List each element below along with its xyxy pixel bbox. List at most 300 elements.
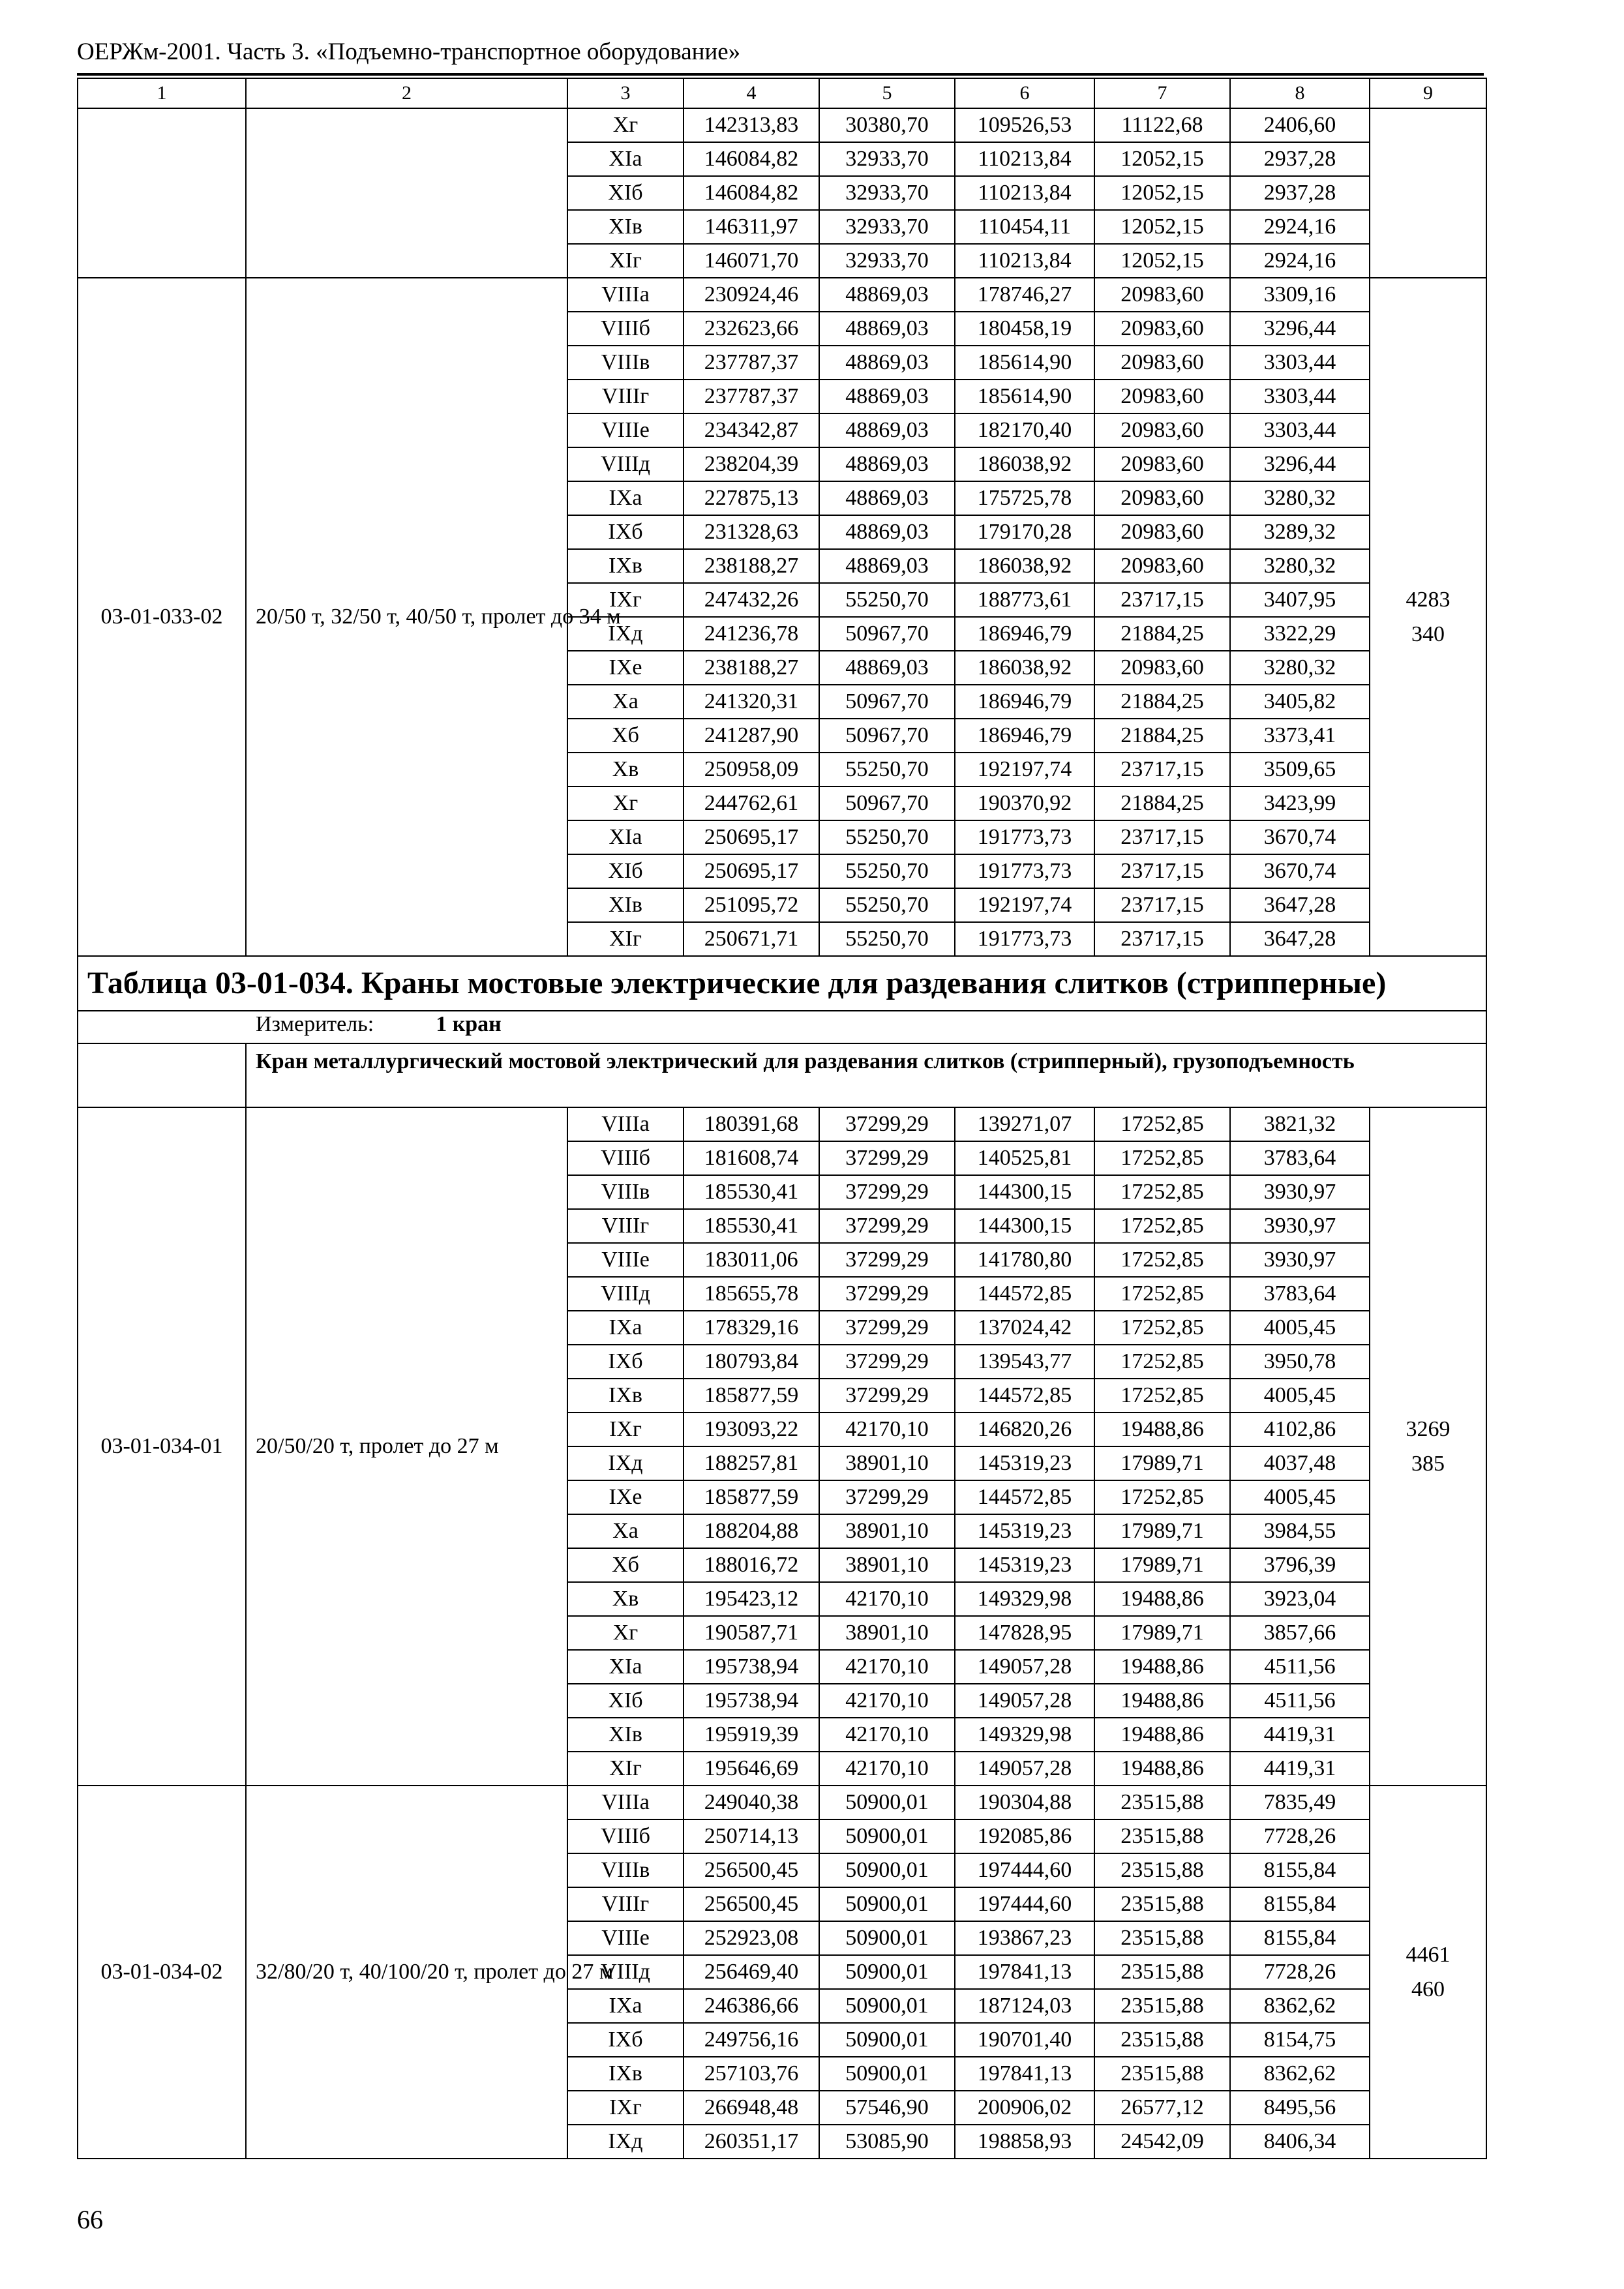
extra-values bbox=[1370, 108, 1486, 278]
zone-code: Xб bbox=[567, 719, 684, 753]
price-value: 146311,97 bbox=[684, 210, 819, 244]
price-value: 3930,97 bbox=[1230, 1243, 1370, 1277]
price-value: 55250,70 bbox=[819, 922, 955, 956]
price-value: 50900,01 bbox=[819, 1887, 955, 1921]
price-value: 42170,10 bbox=[819, 1650, 955, 1684]
price-value: 3303,44 bbox=[1230, 346, 1370, 380]
extra-value: 4283 bbox=[1406, 587, 1451, 612]
price-value: 50900,01 bbox=[819, 1853, 955, 1887]
price-value: 3303,44 bbox=[1230, 380, 1370, 413]
zone-code: XIг bbox=[567, 1752, 684, 1786]
zone-code: XIб bbox=[567, 176, 684, 210]
price-value: 251095,72 bbox=[684, 888, 819, 922]
price-value: 191773,73 bbox=[955, 922, 1094, 956]
price-value: 17989,71 bbox=[1094, 1446, 1230, 1480]
zone-code: IXг bbox=[567, 2091, 684, 2125]
price-value: 178329,16 bbox=[684, 1311, 819, 1345]
price-value: 3322,29 bbox=[1230, 617, 1370, 651]
price-value: 181608,74 bbox=[684, 1141, 819, 1175]
extra-value: 385 bbox=[1411, 1452, 1445, 1476]
price-value: 8155,84 bbox=[1230, 1887, 1370, 1921]
price-value: 149057,28 bbox=[955, 1684, 1094, 1718]
zone-code: VIIIa bbox=[567, 1107, 684, 1141]
price-value: 37299,29 bbox=[819, 1379, 955, 1413]
price-value: 50900,01 bbox=[819, 1786, 955, 1819]
price-value: 3303,44 bbox=[1230, 413, 1370, 447]
zone-code: VIIIг bbox=[567, 1887, 684, 1921]
price-value: 4005,45 bbox=[1230, 1480, 1370, 1514]
price-value: 17252,85 bbox=[1094, 1345, 1230, 1379]
price-value: 32933,70 bbox=[819, 244, 955, 278]
price-value: 186038,92 bbox=[955, 549, 1094, 583]
price-value: 17252,85 bbox=[1094, 1277, 1230, 1311]
price-value: 241236,78 bbox=[684, 617, 819, 651]
price-value: 191773,73 bbox=[955, 854, 1094, 888]
price-value: 37299,29 bbox=[819, 1107, 955, 1141]
price-value: 4419,31 bbox=[1230, 1752, 1370, 1786]
zone-code: XIa bbox=[567, 142, 684, 176]
price-value: 38901,10 bbox=[819, 1446, 955, 1480]
price-value: 17252,85 bbox=[1094, 1107, 1230, 1141]
zone-code: VIIIб bbox=[567, 1819, 684, 1853]
price-value: 20983,60 bbox=[1094, 481, 1230, 515]
price-value: 197444,60 bbox=[955, 1887, 1094, 1921]
price-value: 19488,86 bbox=[1094, 1684, 1230, 1718]
price-value: 4102,86 bbox=[1230, 1413, 1370, 1446]
zone-code: Xв bbox=[567, 753, 684, 786]
price-value: 48869,03 bbox=[819, 447, 955, 481]
price-value: 185614,90 bbox=[955, 346, 1094, 380]
zone-code: XIв bbox=[567, 888, 684, 922]
price-value: 4005,45 bbox=[1230, 1311, 1370, 1345]
price-value: 20983,60 bbox=[1094, 278, 1230, 312]
column-number-row bbox=[78, 78, 1486, 108]
zone-code: VIIIб bbox=[567, 1141, 684, 1175]
price-value: 23515,88 bbox=[1094, 2023, 1230, 2057]
price-value: 192197,74 bbox=[955, 753, 1094, 786]
price-value: 20983,60 bbox=[1094, 380, 1230, 413]
price-value: 8406,34 bbox=[1230, 2125, 1370, 2159]
price-value: 12052,15 bbox=[1094, 176, 1230, 210]
price-value: 185877,59 bbox=[684, 1379, 819, 1413]
price-value: 21884,25 bbox=[1094, 786, 1230, 820]
price-value: 3373,41 bbox=[1230, 719, 1370, 753]
price-value: 249756,16 bbox=[684, 2023, 819, 2057]
price-value: 2924,16 bbox=[1230, 210, 1370, 244]
price-value: 110213,84 bbox=[955, 142, 1094, 176]
price-value: 17989,71 bbox=[1094, 1514, 1230, 1548]
price-value: 149329,98 bbox=[955, 1718, 1094, 1752]
zone-code: VIIIв bbox=[567, 1853, 684, 1887]
price-value: 110213,84 bbox=[955, 244, 1094, 278]
price-value: 55250,70 bbox=[819, 583, 955, 617]
price-value: 19488,86 bbox=[1094, 1582, 1230, 1616]
zone-code: XIa bbox=[567, 1650, 684, 1684]
price-value: 185655,78 bbox=[684, 1277, 819, 1311]
price-value: 53085,90 bbox=[819, 2125, 955, 2159]
price-value: 23717,15 bbox=[1094, 753, 1230, 786]
price-value: 241320,31 bbox=[684, 685, 819, 719]
price-value: 2937,28 bbox=[1230, 176, 1370, 210]
price-value: 17252,85 bbox=[1094, 1209, 1230, 1243]
price-value: 20983,60 bbox=[1094, 312, 1230, 346]
price-value: 3289,32 bbox=[1230, 515, 1370, 549]
price-value: 144572,85 bbox=[955, 1480, 1094, 1514]
zone-code: IXе bbox=[567, 651, 684, 685]
price-value: 246386,66 bbox=[684, 1989, 819, 2023]
price-value: 188204,88 bbox=[684, 1514, 819, 1548]
price-value: 48869,03 bbox=[819, 481, 955, 515]
price-value: 48869,03 bbox=[819, 278, 955, 312]
section-row bbox=[78, 1043, 1486, 1107]
price-value: 250671,71 bbox=[684, 922, 819, 956]
price-value: 237787,37 bbox=[684, 346, 819, 380]
price-value: 20983,60 bbox=[1094, 447, 1230, 481]
resource-description bbox=[246, 108, 567, 278]
price-value: 23717,15 bbox=[1094, 854, 1230, 888]
price-value: 241287,90 bbox=[684, 719, 819, 753]
extra-value: 460 bbox=[1411, 1977, 1445, 2001]
price-value: 190587,71 bbox=[684, 1616, 819, 1650]
zone-code: IXa bbox=[567, 1311, 684, 1345]
price-value: 180458,19 bbox=[955, 312, 1094, 346]
price-value: 3647,28 bbox=[1230, 888, 1370, 922]
price-value: 146820,26 bbox=[955, 1413, 1094, 1446]
price-value: 23515,88 bbox=[1094, 1989, 1230, 2023]
price-value: 3783,64 bbox=[1230, 1277, 1370, 1311]
resource-code: 03-01-034-01 bbox=[78, 1107, 246, 1786]
price-value: 3930,97 bbox=[1230, 1175, 1370, 1209]
header-rule bbox=[77, 73, 1484, 76]
price-value: 23515,88 bbox=[1094, 1955, 1230, 1989]
price-value: 37299,29 bbox=[819, 1480, 955, 1514]
price-value: 144572,85 bbox=[955, 1277, 1094, 1311]
price-value: 17252,85 bbox=[1094, 1311, 1230, 1345]
resource-description: 20/50/20 т, пролет до 27 м bbox=[246, 1107, 567, 1786]
extra-values bbox=[1370, 1107, 1486, 1786]
price-value: 37299,29 bbox=[819, 1209, 955, 1243]
price-value: 50900,01 bbox=[819, 1819, 955, 1853]
price-value: 195646,69 bbox=[684, 1752, 819, 1786]
zone-code: IXa bbox=[567, 1989, 684, 2023]
price-value: 185530,41 bbox=[684, 1175, 819, 1209]
zone-code: Хг bbox=[567, 1616, 684, 1650]
price-value: 190370,92 bbox=[955, 786, 1094, 820]
price-value: 195738,94 bbox=[684, 1650, 819, 1684]
price-value: 149329,98 bbox=[955, 1582, 1094, 1616]
price-value: 3950,78 bbox=[1230, 1345, 1370, 1379]
price-value: 20983,60 bbox=[1094, 413, 1230, 447]
price-value: 8362,62 bbox=[1230, 1989, 1370, 2023]
price-value: 256500,45 bbox=[684, 1887, 819, 1921]
zone-code: Xв bbox=[567, 1582, 684, 1616]
zone-code: IXб bbox=[567, 1345, 684, 1379]
zone-code: XIв bbox=[567, 1718, 684, 1752]
price-value: 244762,61 bbox=[684, 786, 819, 820]
price-value: 3423,99 bbox=[1230, 786, 1370, 820]
price-value: 48869,03 bbox=[819, 651, 955, 685]
price-value: 32933,70 bbox=[819, 210, 955, 244]
price-value: 19488,86 bbox=[1094, 1413, 1230, 1446]
price-value: 3407,95 bbox=[1230, 583, 1370, 617]
price-value: 3405,82 bbox=[1230, 685, 1370, 719]
price-value: 188016,72 bbox=[684, 1548, 819, 1582]
price-table bbox=[77, 78, 1487, 2159]
price-value: 37299,29 bbox=[819, 1311, 955, 1345]
price-value: 48869,03 bbox=[819, 413, 955, 447]
price-value: 186038,92 bbox=[955, 447, 1094, 481]
price-value: 37299,29 bbox=[819, 1277, 955, 1311]
price-value: 192085,86 bbox=[955, 1819, 1094, 1853]
table-row bbox=[78, 1786, 1486, 1819]
price-value: 195423,12 bbox=[684, 1582, 819, 1616]
price-value: 19488,86 bbox=[1094, 1650, 1230, 1684]
price-value: 3923,04 bbox=[1230, 1582, 1370, 1616]
price-value: 146084,82 bbox=[684, 142, 819, 176]
price-value: 55250,70 bbox=[819, 753, 955, 786]
column-number: 1 bbox=[78, 78, 246, 108]
price-value: 12052,15 bbox=[1094, 142, 1230, 176]
zone-code: VIIIa bbox=[567, 278, 684, 312]
price-value: 50900,01 bbox=[819, 2057, 955, 2091]
price-value: 178746,27 bbox=[955, 278, 1094, 312]
zone-code: XIa bbox=[567, 820, 684, 854]
price-value: 3296,44 bbox=[1230, 312, 1370, 346]
resource-description: 20/50 т, 32/50 т, 40/50 т, пролет до 34 м bbox=[246, 278, 567, 956]
resource-description: 32/80/20 т, 40/100/20 т, пролет до 27 м bbox=[246, 1786, 567, 2159]
price-value: 247432,26 bbox=[684, 583, 819, 617]
price-value: 256500,45 bbox=[684, 1853, 819, 1887]
price-value: 3647,28 bbox=[1230, 922, 1370, 956]
column-number: 3 bbox=[567, 78, 684, 108]
price-value: 3930,97 bbox=[1230, 1209, 1370, 1243]
price-value: 19488,86 bbox=[1094, 1752, 1230, 1786]
zone-code: VIIIе bbox=[567, 413, 684, 447]
price-value: 260351,17 bbox=[684, 2125, 819, 2159]
price-value: 42170,10 bbox=[819, 1582, 955, 1616]
price-value: 50900,01 bbox=[819, 1955, 955, 1989]
price-value: 7728,26 bbox=[1230, 1819, 1370, 1853]
price-value: 23717,15 bbox=[1094, 583, 1230, 617]
zone-code: VIIIд bbox=[567, 1955, 684, 1989]
unit-label: Измеритель: bbox=[256, 1012, 374, 1036]
zone-code: Xб bbox=[567, 1548, 684, 1582]
price-value: 24542,09 bbox=[1094, 2125, 1230, 2159]
column-number: 8 bbox=[1230, 78, 1370, 108]
price-value: 23717,15 bbox=[1094, 888, 1230, 922]
price-value: 50967,70 bbox=[819, 617, 955, 651]
price-value: 2406,60 bbox=[1230, 108, 1370, 142]
price-value: 110454,11 bbox=[955, 210, 1094, 244]
price-value: 188257,81 bbox=[684, 1446, 819, 1480]
price-value: 55250,70 bbox=[819, 820, 955, 854]
zone-code: VIIIе bbox=[567, 1921, 684, 1955]
price-value: 200906,02 bbox=[955, 2091, 1094, 2125]
price-value: 30380,70 bbox=[819, 108, 955, 142]
price-value: 4511,56 bbox=[1230, 1684, 1370, 1718]
zone-code: VIIIв bbox=[567, 1175, 684, 1209]
price-value: 23515,88 bbox=[1094, 1853, 1230, 1887]
table-title-row bbox=[78, 956, 1486, 1011]
price-value: 3309,16 bbox=[1230, 278, 1370, 312]
price-value: 256469,40 bbox=[684, 1955, 819, 1989]
column-number: 4 bbox=[684, 78, 819, 108]
price-value: 145319,23 bbox=[955, 1446, 1094, 1480]
price-value: 179170,28 bbox=[955, 515, 1094, 549]
price-value: 8155,84 bbox=[1230, 1921, 1370, 1955]
price-value: 4005,45 bbox=[1230, 1379, 1370, 1413]
price-value: 12052,15 bbox=[1094, 210, 1230, 244]
extra-value: 3269 bbox=[1406, 1416, 1451, 1441]
price-value: 3783,64 bbox=[1230, 1141, 1370, 1175]
page-header: ОЕРЖм-2001. Часть 3. «Подъемно-транспортное оборудование» bbox=[77, 38, 741, 65]
zone-code: XIв bbox=[567, 210, 684, 244]
zone-code: IXг bbox=[567, 583, 684, 617]
zone-code: IXд bbox=[567, 617, 684, 651]
price-value: 3280,32 bbox=[1230, 549, 1370, 583]
price-value: 23515,88 bbox=[1094, 1786, 1230, 1819]
price-value: 12052,15 bbox=[1094, 244, 1230, 278]
price-value: 139543,77 bbox=[955, 1345, 1094, 1379]
price-value: 50900,01 bbox=[819, 2023, 955, 2057]
price-value: 227875,13 bbox=[684, 481, 819, 515]
price-value: 140525,81 bbox=[955, 1141, 1094, 1175]
price-value: 8362,62 bbox=[1230, 2057, 1370, 2091]
column-number: 6 bbox=[955, 78, 1094, 108]
resource-code bbox=[78, 108, 246, 278]
price-value: 180391,68 bbox=[684, 1107, 819, 1141]
price-value: 175725,78 bbox=[955, 481, 1094, 515]
price-value: 57546,90 bbox=[819, 2091, 955, 2125]
price-value: 48869,03 bbox=[819, 380, 955, 413]
price-value: 109526,53 bbox=[955, 108, 1094, 142]
zone-code: XIг bbox=[567, 244, 684, 278]
price-value: 20983,60 bbox=[1094, 346, 1230, 380]
zone-code: VIIIв bbox=[567, 346, 684, 380]
price-value: 238188,27 bbox=[684, 549, 819, 583]
zone-code: XIг bbox=[567, 922, 684, 956]
zone-code: VIIIa bbox=[567, 1786, 684, 1819]
price-value: 182170,40 bbox=[955, 413, 1094, 447]
extra-values bbox=[1370, 1786, 1486, 2159]
zone-code: VIIIг bbox=[567, 1209, 684, 1243]
zone-code: XIб bbox=[567, 854, 684, 888]
price-value: 3821,32 bbox=[1230, 1107, 1370, 1141]
price-value: 50967,70 bbox=[819, 685, 955, 719]
price-value: 145319,23 bbox=[955, 1514, 1094, 1548]
price-value: 197841,13 bbox=[955, 1955, 1094, 1989]
price-value: 17989,71 bbox=[1094, 1616, 1230, 1650]
price-value: 144572,85 bbox=[955, 1379, 1094, 1413]
price-value: 149057,28 bbox=[955, 1650, 1094, 1684]
table-title: Таблица 03-01-034. Краны мостовые электрические для раздевания слитков (стрипперные) bbox=[78, 956, 1486, 1011]
section-heading: Кран металлургический мостовой электрический для раздевания слитков (стрипперный), грузоподъемность bbox=[246, 1043, 1486, 1107]
price-value: 50900,01 bbox=[819, 1921, 955, 1955]
price-value: 139271,07 bbox=[955, 1107, 1094, 1141]
price-value: 192197,74 bbox=[955, 888, 1094, 922]
zone-code: IXе bbox=[567, 1480, 684, 1514]
price-value: 147828,95 bbox=[955, 1616, 1094, 1650]
price-value: 17252,85 bbox=[1094, 1243, 1230, 1277]
price-value: 48869,03 bbox=[819, 549, 955, 583]
price-value: 23515,88 bbox=[1094, 1819, 1230, 1853]
price-value: 190304,88 bbox=[955, 1786, 1094, 1819]
price-value: 3296,44 bbox=[1230, 447, 1370, 481]
price-value: 3984,55 bbox=[1230, 1514, 1370, 1548]
price-value: 20983,60 bbox=[1094, 549, 1230, 583]
price-value: 21884,25 bbox=[1094, 685, 1230, 719]
price-value: 238188,27 bbox=[684, 651, 819, 685]
price-value: 50967,70 bbox=[819, 719, 955, 753]
price-value: 190701,40 bbox=[955, 2023, 1094, 2057]
column-number: 9 bbox=[1370, 78, 1486, 108]
zone-code: IXa bbox=[567, 481, 684, 515]
price-value: 252923,08 bbox=[684, 1921, 819, 1955]
price-value: 17252,85 bbox=[1094, 1141, 1230, 1175]
price-value: 232623,66 bbox=[684, 312, 819, 346]
price-value: 185877,59 bbox=[684, 1480, 819, 1514]
price-value: 110213,84 bbox=[955, 176, 1094, 210]
price-value: 4037,48 bbox=[1230, 1446, 1370, 1480]
zone-code: VIIIд bbox=[567, 447, 684, 481]
price-value: 186946,79 bbox=[955, 617, 1094, 651]
price-value: 42170,10 bbox=[819, 1718, 955, 1752]
price-value: 37299,29 bbox=[819, 1345, 955, 1379]
price-value: 23717,15 bbox=[1094, 820, 1230, 854]
price-value: 55250,70 bbox=[819, 854, 955, 888]
price-value: 20983,60 bbox=[1094, 515, 1230, 549]
unit-row bbox=[78, 1011, 1486, 1043]
column-number: 2 bbox=[246, 78, 567, 108]
price-value: 137024,42 bbox=[955, 1311, 1094, 1345]
price-value: 11122,68 bbox=[1094, 108, 1230, 142]
price-value: 20983,60 bbox=[1094, 651, 1230, 685]
zone-code: Xa bbox=[567, 1514, 684, 1548]
zone-code: IXб bbox=[567, 2023, 684, 2057]
price-value: 266948,48 bbox=[684, 2091, 819, 2125]
zone-code: Хг bbox=[567, 108, 684, 142]
price-value: 42170,10 bbox=[819, 1752, 955, 1786]
price-value: 8495,56 bbox=[1230, 2091, 1370, 2125]
extra-values bbox=[1370, 278, 1486, 956]
price-value: 23515,88 bbox=[1094, 2057, 1230, 2091]
price-value: 186946,79 bbox=[955, 685, 1094, 719]
zone-code: IXд bbox=[567, 1446, 684, 1480]
zone-code: VIIIд bbox=[567, 1277, 684, 1311]
price-value: 185530,41 bbox=[684, 1209, 819, 1243]
price-value: 250695,17 bbox=[684, 854, 819, 888]
table-row bbox=[78, 108, 1486, 142]
extra-value: 4461 bbox=[1406, 1942, 1451, 1967]
price-value: 7728,26 bbox=[1230, 1955, 1370, 1989]
price-value: 257103,76 bbox=[684, 2057, 819, 2091]
price-value: 3670,74 bbox=[1230, 854, 1370, 888]
column-number: 5 bbox=[819, 78, 955, 108]
zone-code: XIб bbox=[567, 1684, 684, 1718]
price-value: 185614,90 bbox=[955, 380, 1094, 413]
price-value: 3670,74 bbox=[1230, 820, 1370, 854]
price-value: 23717,15 bbox=[1094, 922, 1230, 956]
price-value: 7835,49 bbox=[1230, 1786, 1370, 1819]
price-value: 38901,10 bbox=[819, 1616, 955, 1650]
page-number: 66 bbox=[77, 2205, 103, 2234]
price-value: 23515,88 bbox=[1094, 1921, 1230, 1955]
price-value: 187124,03 bbox=[955, 1989, 1094, 2023]
price-value: 8154,75 bbox=[1230, 2023, 1370, 2057]
price-value: 48869,03 bbox=[819, 346, 955, 380]
price-value: 3857,66 bbox=[1230, 1616, 1370, 1650]
price-value: 146084,82 bbox=[684, 176, 819, 210]
